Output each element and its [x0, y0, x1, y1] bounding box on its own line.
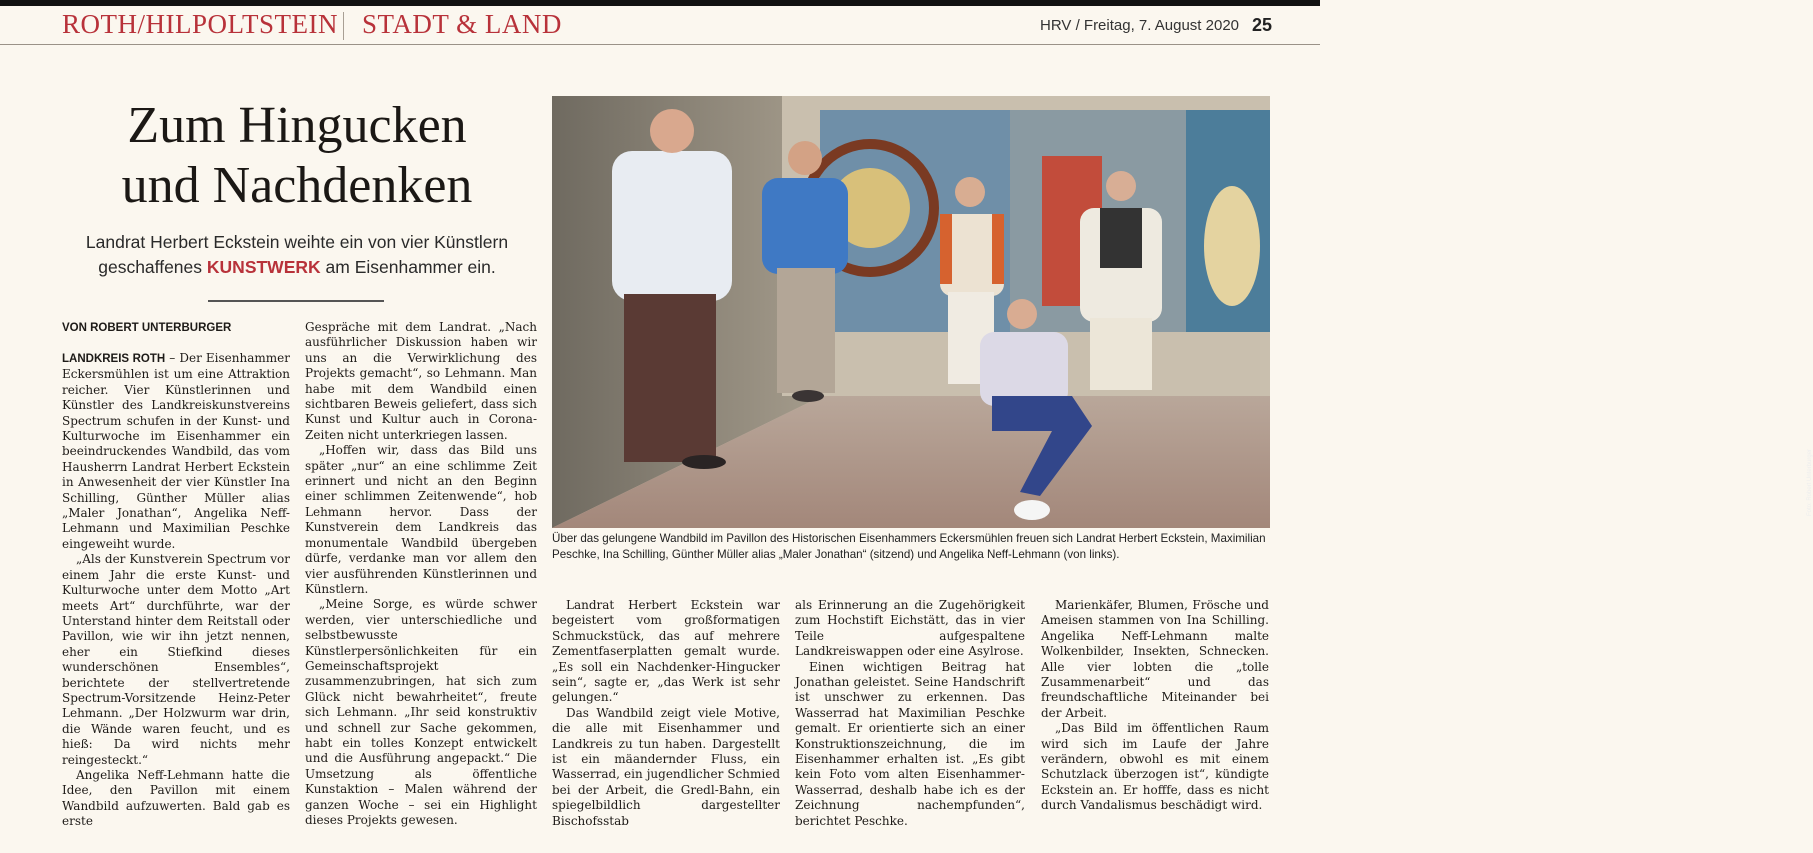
byline: VON ROBERT UNTERBURGER — [62, 322, 232, 334]
paragraph: Einen wichtigen Beitrag hat Jonathan geleistet. Seine Handschrift ist unschwer zu erkennen. Das Wasserrad hat Maximilian Peschke gemalt. Er orientierte sich an einer Konstruktionszeichnung, die im Eisenhammer erhalten ist. „Es gibt kein Foto vom alten Eisenhammer-Wasserrad, deshalb habe ich es der Zeichnung nachempfunden“, berichtet Peschke. — [795, 659, 1025, 828]
article-photo — [552, 96, 1813, 528]
paragraph: LANDKREIS ROTH – Der Eisenhammer Eckersmühlen ist um eine Attraktion reicher. Vier Künstlerinnen und Künstler des Landkreiskunstvereins Spectrum schufen in der Kunst- und Kulturwoche im Eisenhammer ein beeindruckendes Wandbild, das vom Hausherrn Landrat Herbert Eckstein in Anwesenheit der vier Künstler Ina Schilling, Günther Müller alias „Maler Jonathan“, Angelika Neff-Lehmann und Maximilian Peschke eingeweiht wurde. — [62, 351, 290, 551]
paragraph: „Meine Sorge, es würde schwer werden, vier unterschiedliche und selbstbewusste Künstlerpersönlichkeiten für ein Gemeinschaftsprojekt zusammenzubringen, hat sich zum Glück nicht bewahrheitet“, freute sich Lehmann. „Ihr seid konstruktiv und schnell zur Sache gekommen, habt ein tolles Konzept entwickelt und die Ausführung angepackt.“ Die Umsetzung als öffentliche Kunstaktion – Malen während der ganzen Woche – sei ein Highlight dieses Projekts gewesen. — [305, 597, 537, 827]
subsection-title: STADT & LAND — [362, 9, 562, 39]
subheadline-keyword: KUNSTWERK — [206, 257, 321, 277]
text-column-3 — [552, 598, 780, 829]
headline-line-1: Zum Hingucken — [127, 97, 467, 154]
paragraph: Landrat Herbert Eckstein war begeistert vom großformatigen Schmuckstück, das auf mehrere Zementfaserplatten gemalt wurde. „Es soll ein Nachdenker-Hingucker sein“, sagte er, „das Werk ist sehr gelungen.“ — [552, 598, 780, 705]
paragraph: als Erinnerung an die Zugehörigkeit zum Hochstift Eichstätt, das in vier Teile aufgespaltene Landkreiswappen oder eine Asylrose. — [795, 598, 1025, 659]
section-title: ROTH/HILPOLTSTEIN — [62, 9, 338, 39]
dateline: LANDKREIS ROTH — [62, 353, 166, 365]
paragraph: „Als der Kunstverein Spectrum vor einem Jahr die erste Kunst- und Kulturwoche unter dem Motto „Art meets Art“ durchführte, war der Unterstand hinter dem Reitstall oder Pavillon, wie wir ihn jetzt nennen, eher ein Stiefkind dieses wunderschönen Ensembles“, berichtete der stellvertretende Spectrum-Vorsitzende Heinz-Peter Lehmann. „Der Holzwurm war drin, die Wände waren feucht, und es hieß: Da wird nichts mehr reingesteckt.“ — [62, 552, 290, 767]
text-column-1 — [62, 351, 290, 830]
headline — [60, 96, 534, 216]
photo-caption: Über das gelungene Wandbild im Pavillon des Historischen Eisenhammers Eckersmühlen freuen sich Landrat Herbert Eckstein, Maximilian Peschke, Ina Schilling, Günther Müller alias „Maler Jonathan“ (sitzend) und Angelika Neff-Lehmann (von links). — [552, 532, 1266, 561]
paragraph: Angelika Neff-Lehmann hatte die Idee, den Pavillon mit einem Wandbild aufzuwerten. Bald gab es erste — [62, 767, 290, 829]
text-column-2 — [305, 320, 537, 828]
paragraph: „Hoffen wir, dass das Bild uns später „nur“ an eine schlimme Zeit erinnert und nicht an den Beginn einer schlimmen Zeitenwende“, hob Lehmann hervor. Dass der Kunstverein dem Landkreis das monumentale Wandbild übergeben dürfe, verdanke man vor allem den vier ausführenden Künstlerinnen und Künstlern. — [305, 443, 537, 596]
page-number: 25 — [1252, 15, 1273, 35]
paragraph: „Das Bild im öffentlichen Raum wird sich im Laufe der Jahre verändern, obwohl es mit einem Schutzlack überzogen ist“, kündigte Eckstein an. Er hofffe, dass es nicht durch Vandalismus beschädigt wird. — [1041, 721, 1269, 813]
issue-date: HRV / Freitag, 7. August 2020 — [1040, 17, 1240, 34]
paragraph: Gespräche mit dem Landrat. „Nach ausführlicher Diskussion haben wir uns an die Verwirklichung des Projekts gemacht“, so Lehmann. Man habe mit dem Wandbild einen sichtbaren Beweis geliefert, dass sich Kunst und Kultur auch in Corona-Zeiten nicht unterkriegen lassen. — [305, 320, 537, 442]
subheadline-text: Landrat Herbert Eckstein weihte ein von vier Künstlern geschaffenes — [85, 232, 509, 277]
text-column-5 — [1041, 598, 1269, 814]
mural — [806, 110, 1270, 332]
text-column-4 — [795, 598, 1025, 829]
photo-illustration — [552, 96, 1270, 528]
subheadline-text-end: am Eisenhammer ein. — [325, 257, 496, 277]
page-header — [0, 6, 1320, 45]
person-1 — [612, 109, 732, 462]
subheadline — [60, 230, 534, 280]
photo-credit: Foto: Robert Unterburger — [1807, 448, 1813, 516]
paragraph: Das Wandbild zeigt viele Motive, die alle mit Eisenhammer und Landkreis zu tun haben. Dargestellt ist ein mäandernder Fluss, ein Wasserrad, ein jugendlicher Schmied bei der Arbeit, die Gredl-Bahn, ein spiegelbildlich dargestellter Bischofsstab — [552, 705, 780, 828]
header-divider — [343, 12, 344, 40]
headline-line-2: und Nachdenken — [121, 157, 473, 214]
headline-rule — [208, 300, 384, 302]
paragraph: Marienkäfer, Blumen, Frösche und Ameisen stammen von Ina Schilling. Angelika Neff-Lehmann malte Wolkenbilder, Insekten, Schnecken. Alle vier lobten die „tolle Zusammenarbeit“ und das freundschaftliche Miteinander bei der Arbeit. — [1041, 598, 1269, 720]
